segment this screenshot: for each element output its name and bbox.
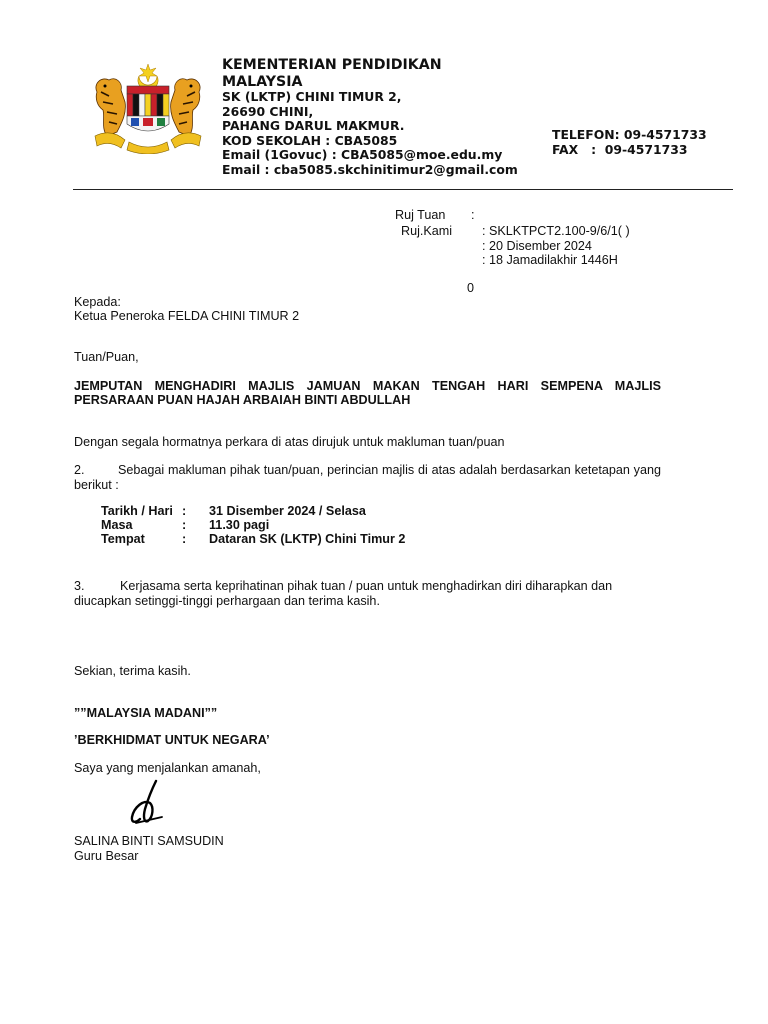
school-name: SK (LKTP) CHINI TIMUR 2, [222, 89, 402, 104]
paragraph-2-number: 2. [74, 463, 85, 477]
your-reference-label: Ruj Tuan [395, 208, 446, 222]
our-reference-value: : SKLKTPCT2.100-9/6/1( ) [482, 224, 630, 238]
email-gmail: Email : cba5085.skchinitimur2@gmail.com [222, 162, 518, 177]
school-code: KOD SEKOLAH : CBA5085 [222, 132, 398, 148]
motto-berkhidmat: ’BERKHIDMAT UNTUK NEGARA’ [74, 733, 270, 747]
signatory-name: SALINA BINTI SAMSUDIN [74, 834, 224, 848]
letterhead-divider [73, 189, 733, 190]
school-state: PAHANG DARUL MAKMUR. [222, 118, 405, 134]
letter-date: : 20 Disember 2024 [482, 238, 592, 253]
letter-hijri-date: : 18 Jamadilakhir 1446H [482, 253, 618, 267]
our-reference-label: Ruj.Kami [401, 224, 453, 238]
detail-value: 31 Disember 2024 / Selasa [209, 504, 366, 518]
detail-label: Masa [101, 518, 133, 532]
your-reference-separator: : [471, 208, 475, 222]
motto-malaysia-madani: ””MALAYSIA MADANI”” [74, 706, 218, 720]
paragraph-3: Kerjasama serta keprihatinan pihak tuan / puan untuk menghadirkan diri diharapkan dan diucapkan setinggi-tinggi perhargaan dan terima kasih. [74, 579, 613, 608]
detail-colon: : [182, 504, 187, 518]
email-govuc: Email (1Govuc) : CBA5085@moe.edu.my [222, 147, 503, 163]
telephone-number: TELEFON: 09-4571733 [552, 127, 707, 142]
salutation: Tuan/Puan, [74, 350, 139, 364]
detail-colon: : [182, 518, 187, 532]
school-postcode-town: 26690 CHINI, [222, 103, 314, 119]
fax-number: FAX : 09-4571733 [552, 141, 688, 157]
signatory-title: Guru Besar [74, 849, 139, 863]
recipient-name: Ketua Peneroka FELDA CHINI TIMUR 2 [74, 309, 300, 323]
reference-zero: 0 [467, 281, 475, 295]
paragraph-2: Sebagai makluman pihak tuan/puan, perincian majlis di atas adalah berdasarkan ketetapan yang berikut : [74, 463, 661, 492]
handwritten-signature [126, 777, 172, 829]
paragraph-3-number: 3. [74, 579, 85, 593]
ministry-name: KEMENTERIAN PENDIDIKAN MALAYSIA [222, 57, 442, 90]
recipient-label: Kepada: [74, 295, 121, 309]
detail-value: Dataran SK (LKTP) Chini Timur 2 [209, 532, 406, 546]
ministry-crest-logo [91, 62, 205, 154]
letter-subject: JEMPUTAN MENGHADIRI MAJLIS JAMUAN MAKAN TENGAH HARI SEMPENA MAJLIS PERSARAAN PUAN HAJAH ARBAIAH BINTI ABDULLAH [74, 379, 661, 407]
trust-statement: Saya yang menjalankan amanah, [74, 761, 261, 775]
closing-remark: Sekian, terima kasih. [74, 664, 191, 678]
detail-colon: : [182, 532, 187, 546]
detail-value: 11.30 pagi [209, 518, 270, 532]
paragraph-1: Dengan segala hormatnya perkara di atas dirujuk untuk makluman tuan/puan [74, 435, 505, 449]
detail-label: Tarikh / Hari [101, 504, 173, 518]
detail-label: Tempat [101, 532, 145, 546]
